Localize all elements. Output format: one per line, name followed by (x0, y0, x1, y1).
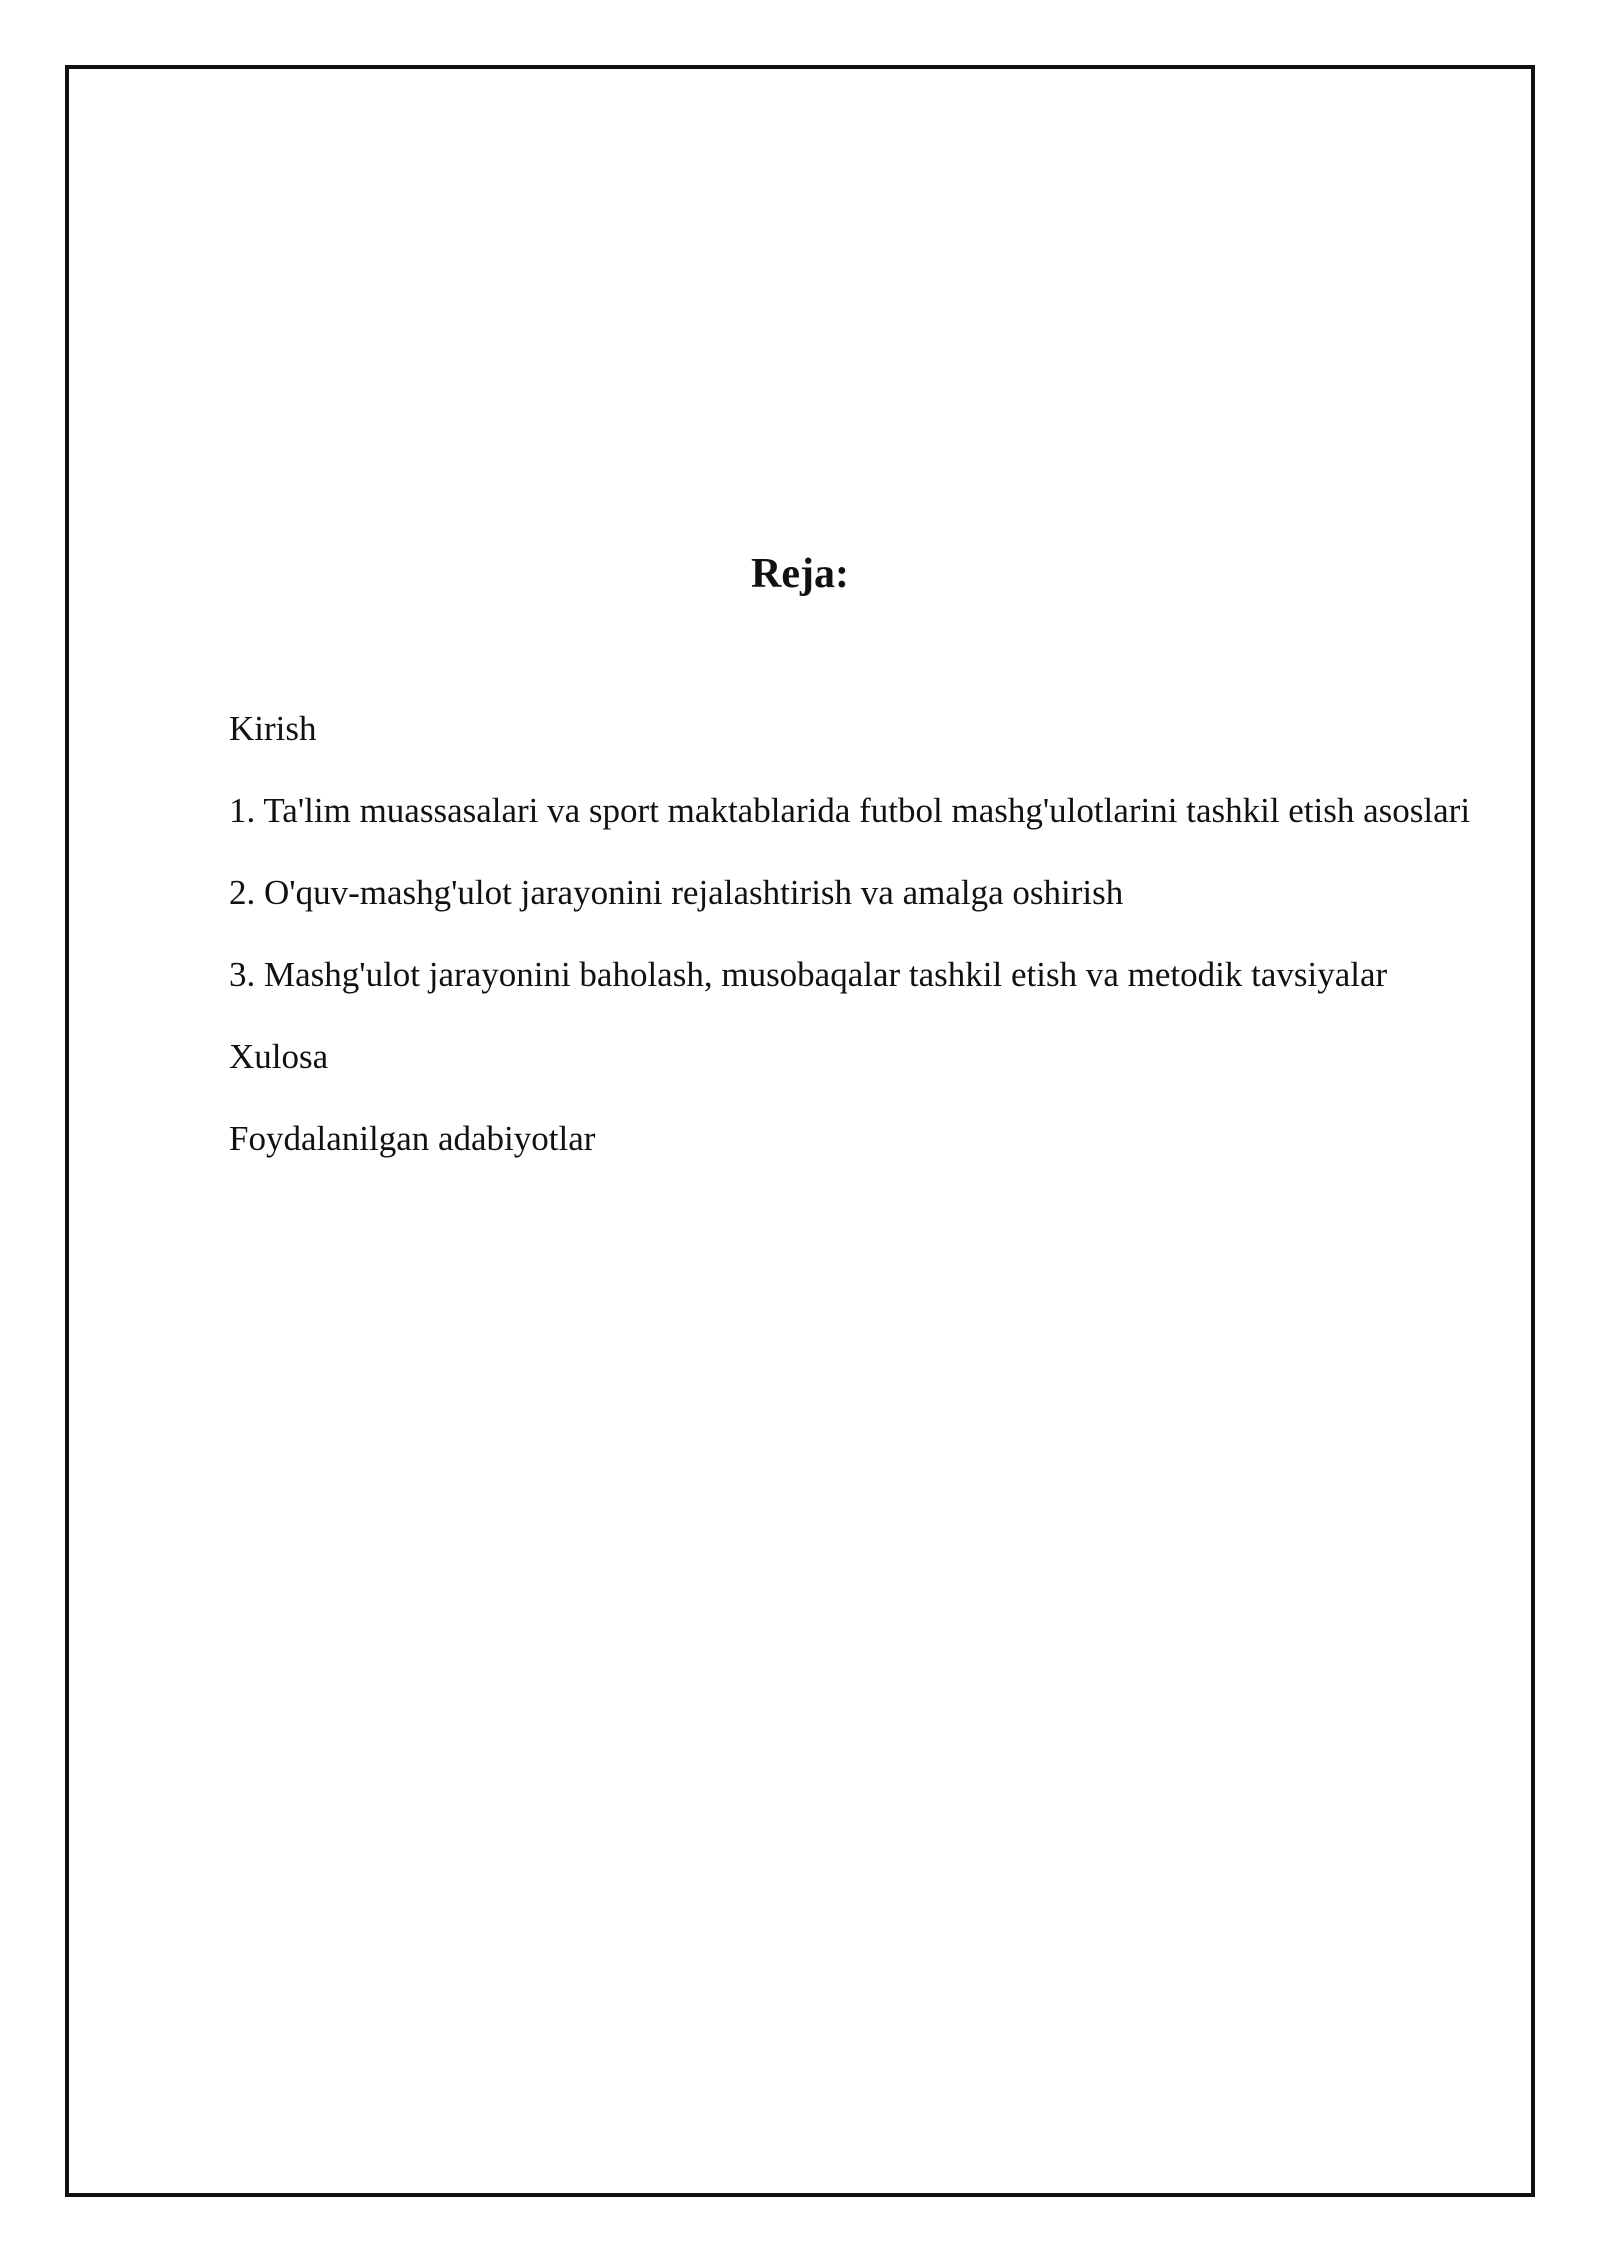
page-title: Reja: (751, 551, 849, 597)
plan-list (229, 697, 1529, 1189)
plan-item-conclusion: Xulosa (229, 1037, 329, 1076)
plan-item-3: 3. Mashg'ulot jarayonini baholash, musobaqalar tashkil etish va metodik tavsiyalar (229, 955, 1388, 994)
plan-item-introduction: Kirish (229, 709, 317, 748)
plan-item-2: 2. O'quv-mashg'ulot jarayonini rejalashtirish va amalga oshirish (229, 873, 1124, 912)
plan-item-1: 1. Ta'lim muassasalari va sport maktablarida futbol mashg'ulotlarini tashkil etish asoslari (229, 791, 1471, 830)
plan-item-references: Foydalanilgan adabiyotlar (229, 1119, 596, 1158)
